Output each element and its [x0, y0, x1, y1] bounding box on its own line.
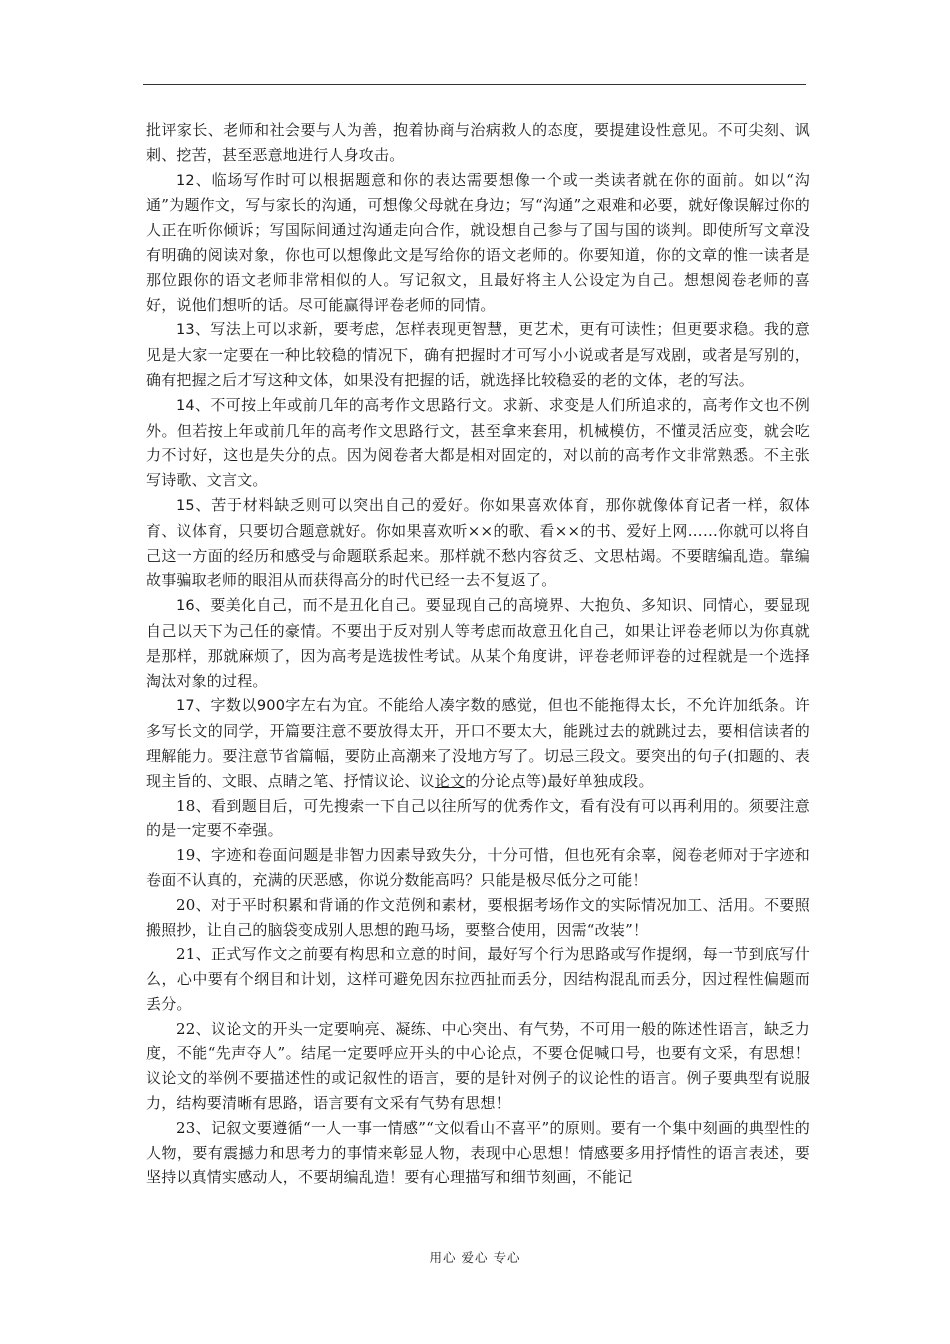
item-number: 17 [176, 698, 195, 715]
paragraph-20: 20、对于平时积累和背诵的作文范例和素材，要根据考场作文的实际情况加工、活用。不要照搬照抄，让自己的脑袋变成别人思想的跑马场，要整合使用，因需“改装”！ [146, 895, 810, 939]
paragraph-text: 、不可按上年或前几年的高考作文思路行文。求新、求变是人们所追求的，高考作文也不例外。但若按上年或前几年的高考作文思路行文，甚至拿来套用，机械模仿，不懂灵活应变，就会吃力不讨好，这也是失分的点。因为阅卷者大都是相对固定的，对以前的高考作文非常熟悉。不主张写诗歌、文言文。 [146, 395, 810, 490]
paragraph-22: 22、议论文的开头一定要响亮、凝练、中心突出、有气势，不可用一般的陈述性语言，缺乏力度，不能“先声夺人”。结尾一定要呼应开头的中心论点，不要仓促喊口号，也要有文采，有思想！议论文的举例不要描述性的或记叙性的语言，要的是针对例子的议论性的语言。例子要典型有说服力，结构要清晰有思路，语言要有文采有气势有思想！ [146, 1019, 810, 1113]
paragraph-continued: 批评家长、老师和社会要与人为善，抱着协商与治病救人的态度，要提建设性意见。不可尖刻、讽刺、挖苦，甚至恶意地进行人身攻击。 [146, 121, 810, 164]
item-number: 14 [176, 397, 195, 414]
paragraph-16 [146, 593, 810, 693]
paragraph-13 [146, 317, 810, 392]
paragraph-17 [146, 693, 810, 793]
paragraph-21: 21、正式写作文之前要有构思和立意的时间，最好写个行为思路或写作提纲，每一节到底写什么，心中要有个纲目和计划，这样可避免因东拉西扯而丢分，因结构混乱而丢分，因过程性偏题而丢分。 [146, 945, 810, 1013]
paragraph-23: 23、记叙文要遵循“一人一事一情感”“文似看山不喜平”的原则。要有一个集中刻画的典型性的人物，要有震撼力和思考力的事情来彰显人物，表现中心思想！情感要多用抒情性的语言表述，要坚持以真情实感动人，不要胡编乱造！要有心理描写和细节刻画，不能记 [146, 1118, 810, 1187]
paragraph-15 [146, 493, 810, 593]
item-number: 12 [176, 172, 195, 189]
paragraph-12 [146, 168, 810, 318]
hyperlink-lunwen[interactable]: 论文 [434, 771, 466, 790]
item-number: 13 [176, 322, 195, 339]
paragraph-text: 、临场写作时可以根据题意和你的表达需要想像一个或一类读者就在你的面前。如以“沟通”为题作文，写与家长的沟通，可想像父母就在身边；写“沟通”之艰难和必要，就好像误解过你的人正在听你倾诉；写国际间通过沟通走向合作，就设想自己参与了国与国的谈判。即使所写文章没有明确的阅读对象，你也可以想像此文是写给你的语文老师的。你要知道，你的文章的惟一读者是那位跟你的语文老师非常相似的人。写记叙文，且最好将主人公设定为自己。想想阅卷老师的喜好，说他们想听的话。尽可能赢得评卷老师的同情。 [146, 170, 810, 314]
paragraph-text: 、要美化自己，而不是丑化自己。要显现自己的高境界、大抱负、多知识、同情心，要显现自己以天下为己任的豪情。不要出于反对别人等考虑而故意丑化自己，如果让评卷老师以为你真就是那样，那就麻烦了，因为高考是选拔性考试。从某个角度讲，评卷老师评卷的过程就是一个选择淘汰对象的过程。 [146, 596, 810, 690]
paragraph-14 [146, 393, 810, 493]
paragraph-text: 的分论点等)最好单独成段。 [465, 771, 654, 790]
paragraph-19: 19、字迹和卷面问题是非智力因素导致失分，十分可惜，但也死有余辜，阅卷老师对于字迹和卷面不认真的，充满的厌恶感，你说分数能高吗？只能是极尽低分之可能！ [146, 846, 810, 889]
paragraph-text: 、写法上可以求新，要考虑，怎样表现更智慧，更艺术，更有可读性；但更要求稳。我的意见是大家一定要在一种比较稳的情况下，确有把握时才可写小小说或者是写戏剧，或者是写别的，确有把握之后才写这种文体，如果没有把握的话，就选择比较稳妥的老的文体，老的写法。 [146, 320, 810, 389]
body-text [146, 118, 810, 1190]
paragraph-18: 18、看到题目后，可先搜索一下自己以往所写的优秀作文，看有没有可以再利用的。须要注意的是一定要不牵强。 [146, 796, 810, 840]
page-footer: 用心 爱心 专心 [429, 1250, 521, 1265]
paragraph-text: 、苦于材料缺乏则可以突出自己的爱好。你如果喜欢体育，那你就像体育记者一样，叙体育、议体育，只要切合题意就好。你如果喜欢听××的歌、看××的书、爱好上网……你就可以将自己这一方面的经历和感受与命题联系起来。那样就不愁内容贫乏、文思枯竭。不要瞎编乱造。靠编故事骗取老师的眼泪从而获得高分的时代已经一去不复返了。 [146, 495, 810, 590]
paragraph-text: 、字数以 [194, 696, 257, 715]
item-number: 15 [176, 497, 195, 514]
paragraph-text: 字左右为宜。不能给人凑字数的感觉，但也不能拖得太长，不允许加纸条。许多写长文的同学，开篇要注意不要放得太开，开口不要太大，能跳过去的就跳过去，要相信读者的理解能力。要注意节省篇幅，要防止高潮来了没地方写了。切忌三段文。要突出的句子(扣题的、表现主旨的、文眼、点睛之笔、抒情议论、议 [146, 696, 810, 790]
header-rule [143, 84, 806, 85]
item-number: 16 [176, 598, 195, 615]
word-count-number: 900 [256, 698, 286, 715]
